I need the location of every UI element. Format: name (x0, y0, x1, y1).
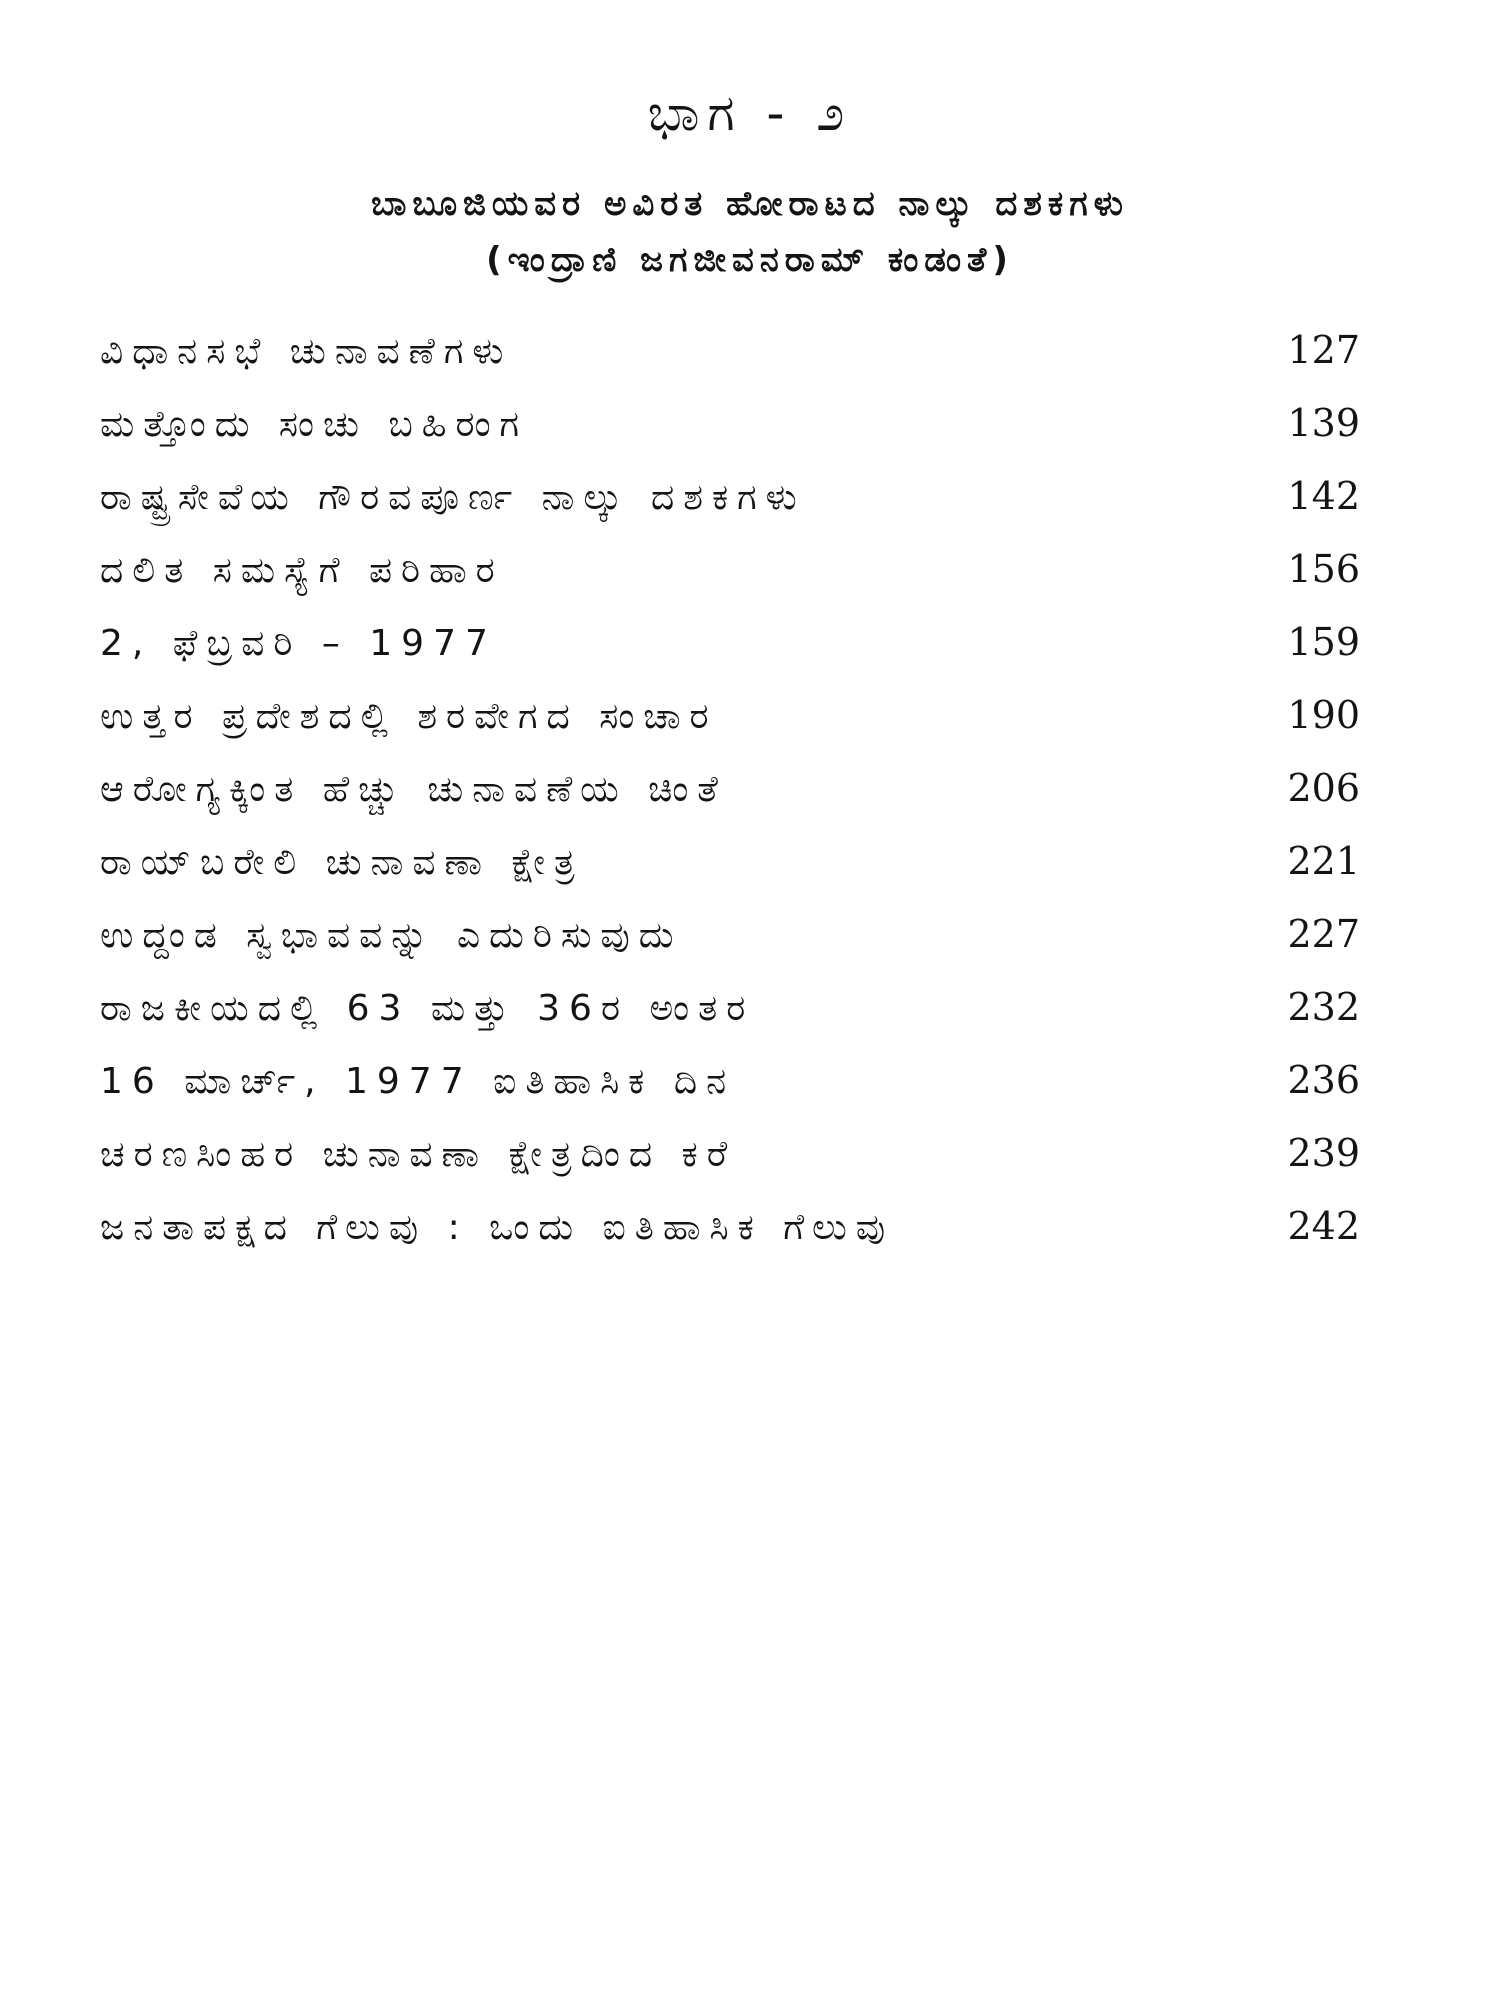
toc-entry-page: 142 (1287, 474, 1360, 518)
toc-entry (100, 328, 1360, 401)
toc-entry-page: 190 (1287, 693, 1360, 737)
toc-entry-page: 156 (1287, 547, 1360, 591)
toc-entry-title: ಮತ್ತೊಂದು ಸಂಚು ಬಹಿರಂಗ (100, 404, 528, 445)
toc-entry-title: ಆರೋಗ್ಯಕ್ಕಿಂತ ಹೆಚ್ಚು ಚುನಾವಣೆಯ ಚಿಂತೆ (100, 769, 727, 810)
toc-entry (100, 985, 1360, 1058)
toc-entry (100, 1131, 1360, 1204)
toc-entry (100, 474, 1360, 547)
toc-entry (100, 620, 1360, 693)
toc-entry-title: 16 ಮಾರ್ಚ್, 1977 ಐತಿಹಾಸಿಕ ದಿನ (100, 1061, 736, 1102)
toc-entry-title: ಉದ್ದಂಡ ಸ್ವಭಾವವನ್ನು ಎದುರಿಸುವುದು (100, 915, 683, 956)
part-heading: ಭಾಗ - ೨ (647, 84, 853, 142)
toc-entry-page: 159 (1287, 620, 1360, 664)
section-title: ಬಾಬೂಜಿಯವರ ಅವಿರತ ಹೋರಾಟದ ನಾಲ್ಕು ದಶಕಗಳು (371, 184, 1129, 224)
toc-entry-title: ರಾಜಕೀಯದಲ್ಲಿ 63 ಮತ್ತು 36ರ ಅಂತರ (100, 988, 755, 1029)
toc-entry-title: ಉತ್ತರ ಪ್ರದೇಶದಲ್ಲಿ ಶರವೇಗದ ಸಂಚಾರ (100, 696, 718, 737)
toc-entry-page: 239 (1287, 1131, 1360, 1175)
toc-entry-title: ರಾಯ್‌ಬರೇಲಿ ಚುನಾವಣಾ ಕ್ಷೇತ್ರ (100, 842, 584, 883)
toc-entry (100, 1058, 1360, 1131)
toc-entry (100, 912, 1360, 985)
toc-entry-page: 236 (1287, 1058, 1360, 1102)
toc-entry-title: 2, ಫೆಬ್ರವರಿ – 1977 (100, 623, 497, 664)
toc-entry-page: 127 (1287, 328, 1360, 372)
toc-entry-page: 227 (1287, 912, 1360, 956)
toc-entry (100, 1204, 1360, 1277)
toc-entry-page: 221 (1287, 839, 1360, 883)
table-of-contents (100, 328, 1360, 1277)
toc-entry-page: 242 (1287, 1204, 1360, 1248)
toc-entry-page: 232 (1287, 985, 1360, 1029)
toc-entry (100, 766, 1360, 839)
toc-entry-page: 206 (1287, 766, 1360, 810)
toc-entry (100, 693, 1360, 766)
toc-entry-page: 139 (1287, 401, 1360, 445)
section-subtitle: (ಇಂದ್ರಾಣಿ ಜಗಜೀವನರಾಮ್ ಕಂಡಂತೆ) (486, 240, 1014, 280)
toc-entry (100, 401, 1360, 474)
toc-entry (100, 547, 1360, 620)
toc-entry-title: ರಾಷ್ಟ್ರಸೇವೆಯ ಗೌರವಪೂರ್ಣ ನಾಲ್ಕು ದಶಕಗಳು (100, 477, 806, 518)
toc-entry-title: ಜನತಾಪಕ್ಷದ ಗೆಲುವು : ಒಂದು ಐತಿಹಾಸಿಕ ಗೆಲುವು (100, 1207, 895, 1248)
toc-entry (100, 839, 1360, 912)
toc-entry-title: ವಿಧಾನಸಭೆ ಚುನಾವಣೆಗಳು (100, 331, 513, 372)
toc-entry-title: ಚರಣಸಿಂಹರ ಚುನಾವಣಾ ಕ್ಷೇತ್ರದಿಂದ ಕರೆ (100, 1134, 737, 1175)
toc-entry-title: ದಲಿತ ಸಮಸ್ಯೆಗೆ ಪರಿಹಾರ (100, 550, 504, 591)
